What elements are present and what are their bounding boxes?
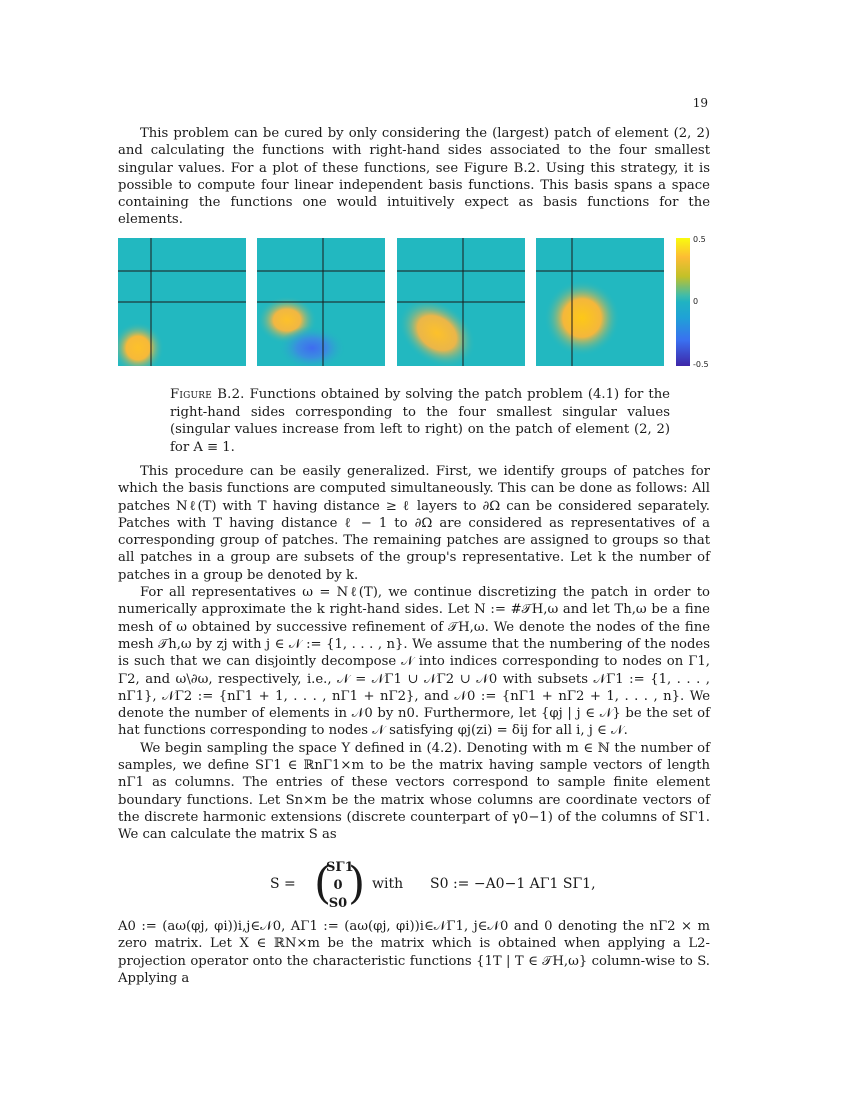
paragraph-3: We begin sampling the space Y defined in (4.2). Denoting with m ∈ ℕ the number of samples, we define SΓ1 ∈ ℝnΓ1×m to be the matrix having sample vectors of length nΓ1 as columns. The entries of these vectors correspond to sample finite element boundary functions. Let Sn×m be the matrix whose columns are coordinate vectors of the discrete harmonic extensions (discrete counterpart of γ0−1) of the columns of SΓ1. We can calculate the matrix S as <box>118 740 710 843</box>
panel-4 <box>536 238 664 366</box>
equation-s <box>260 858 660 914</box>
intro-paragraph <box>118 125 710 229</box>
page-number: 19 <box>692 96 708 110</box>
colorbar <box>676 238 690 366</box>
panel-2-plot <box>257 238 385 366</box>
body-paragraphs <box>118 463 710 844</box>
matrix-row-3: S0 <box>328 896 348 911</box>
equation-matrix: ( SΓ1 0 S0 ) <box>314 858 366 911</box>
panel-3-plot <box>397 238 525 366</box>
colorbar-max-label: 0.5 <box>693 235 706 244</box>
panel-4-peak <box>544 280 620 356</box>
panel-2 <box>257 238 385 366</box>
colorbar-min-label: -0.5 <box>693 360 709 369</box>
equation-with: with <box>372 876 404 892</box>
matrix-row-2: 0 <box>333 878 343 893</box>
matrix-row-1: SΓ1 <box>326 860 354 875</box>
figure-label: Figure B.2. <box>170 387 245 402</box>
figure-caption-text: Functions obtained by solving the patch problem (4.1) for the right-hand sides corresponding to the four smallest singular values (singular values increase from left to right) on the patch of element (2, 2) for A ≡ 1. <box>170 387 670 455</box>
colorbar-mid-label: 0 <box>693 297 699 306</box>
after-equation <box>118 918 710 987</box>
intro-text: This problem can be cured by only considering the (largest) patch of element (2, 2) and calculating the functions with right-hand sides associated to the four smallest singular values. For a plot of these functions, see Figure B.2. Using this strategy, it is possible to compute four linear independent basis functions. This basis spans a space containing the functions one would intuitively expect as basis functions for the elements. <box>118 126 710 228</box>
panel-3 <box>397 238 525 366</box>
equation-rhs: S0 := −A0−1 AΓ1 SΓ1, <box>430 876 596 892</box>
panel-4-plot <box>536 238 664 366</box>
paragraph-1: This procedure can be easily generalized. First, we identify groups of patches for which the basis functions are computed simultaneously. This can be done as follows: All patches Nℓ(T) with T having distance ≥ ℓ layers to ∂Ω can be considered separately. Patches with T having distance ℓ − 1 to ∂Ω are considered as representatives of a corresponding group of patches. The remaining patches are assigned to groups so that all patches in a group are subsets of the group's representative. Let k the number of patches in a group be denoted by k. <box>118 464 710 583</box>
paragraph-2: For all representatives ω = Nℓ(T), we continue discretizing the patch in order to numerically approximate the k right-hand sides. Let N := #𝒯H,ω and let Th,ω be a fine mesh of ω obtained by successive refinement of 𝒯H,ω. We denote the nodes of the fine mesh 𝒯h,ω by zj with j ∈ 𝒩 := {1, . . . , n}. We assume that the numbering of the nodes is such that we can disjointly decompose 𝒩 into indices corresponding to nodes on Γ1, Γ2, and ω\∂ω, respectively, i.e., 𝒩 = 𝒩Γ1 ∪ 𝒩Γ2 ∪ 𝒩0 with subsets 𝒩Γ1 := {1, . . . , nΓ1}, 𝒩Γ2 := {nΓ1 + 1, . . . , nΓ1 + nΓ2}, and 𝒩0 := {nΓ1 + nΓ2 + 1, . . . , n}. We denote the number of elements in 𝒩0 by n0. Furthermore, let {φj | j ∈ 𝒩} be the set of hat functions corresponding to nodes 𝒩 satisfying φj(zi) = δij for all i, j ∈ 𝒩. <box>118 585 710 739</box>
paragraph-4: A0 := (aω(φj, φi))i,j∈𝒩0, AΓ1 := (aω(φj, φi))i∈𝒩Γ1, j∈𝒩0 and 0 denoting the nΓ2 × m zero matrix. Let X ∈ ℝN×m be the matrix which is obtained when applying a L2-projection operator onto the characteristic functions {1T | T ∈ 𝒯H,ω} column-wise to S. Applying a <box>118 919 710 986</box>
panel-1-plot <box>118 238 246 366</box>
panel-1 <box>118 238 246 366</box>
figure-caption <box>170 386 670 456</box>
equation-lhs: S = <box>270 876 296 892</box>
